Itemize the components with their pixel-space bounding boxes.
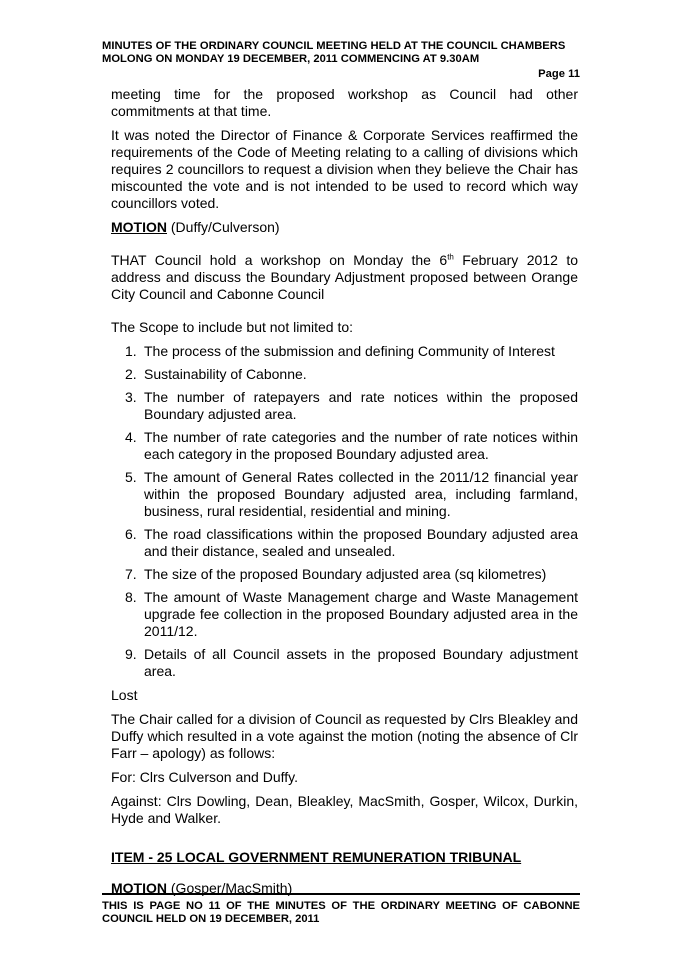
list-item-number: 1. [125,343,137,359]
motion-text-before: THAT Council hold a workshop on Monday the 6 [111,252,448,268]
paragraph-workshop-time: meeting time for the proposed workshop as Council had other commitments at that time. [111,86,578,119]
list-item-text: The number of rate categories and the number of rate notices within each category in the proposed Boundary adjusted area. [144,429,578,462]
motion-text [111,252,578,303]
motion-label: MOTION [111,219,167,235]
list-item [111,429,578,463]
list-item-text: The amount of General Rates collected in the 2011/12 financial year within the proposed Boundary adjusted area, including farmland, business, rural residential, residential and mining. [144,469,578,519]
page-header [102,40,580,81]
item-25-heading: ITEM - 25 LOCAL GOVERNMENT REMUNERATION TRIBUNAL [111,849,522,865]
division-against: Against: Clrs Dowling, Dean, Bleakley, MacSmith, Gosper, Wilcox, Durkin, Hyde and Walker. [111,793,578,826]
paragraph-code-of-meeting: It was noted the Director of Finance & Corporate Services reaffirmed the requirements of the Code of Meeting relating to a calling of divisions which requires 2 councillors to request a division when they believe the Chair has miscounted the vote and is not intended to be used to record which way councillors voted. [111,127,578,211]
list-item [111,389,578,423]
list-item [111,469,578,520]
list-item-text: Details of all Council assets in the proposed Boundary adjustment area. [144,646,578,679]
motion-movers: (Duffy/Culverson) [167,219,280,235]
list-item-number: 8. [125,589,137,605]
list-item-text: Sustainability of Cabonne. [144,366,307,382]
list-item [111,526,578,560]
motion-label: MOTION [111,880,167,896]
scope-list [111,343,578,680]
list-item [111,589,578,640]
motion-movers: (Gosper/MacSmith) [167,880,293,896]
list-item-text: The amount of Waste Management charge and Waste Management upgrade fee collection in the proposed Boundary adjusted area in the 2011/12. [144,589,578,639]
list-item-text: The size of the proposed Boundary adjusted area (sq kilometres) [144,566,547,582]
list-item-number: 6. [125,526,137,542]
list-item-text: The process of the submission and defining Community of Interest [144,343,555,359]
list-item [111,366,578,383]
list-item [111,566,578,583]
motion-heading [111,219,578,236]
list-item-number: 3. [125,389,137,405]
motion-text-after: February 2012 to address and discuss the Boundary Adjustment proposed between Orange City Council and Cabonne Council [111,252,578,302]
page-footer: THIS IS PAGE NO 11 OF THE MINUTES OF THE ORDINARY MEETING OF CABONNE COUNCIL HELD ON 19 DECEMBER, 2011 [102,893,580,926]
list-item [111,646,578,680]
division-for: For: Clrs Culverson and Duffy. [111,769,298,785]
list-item-number: 2. [125,366,137,382]
list-item-number: 7. [125,566,137,582]
page-number: Page 11 [538,68,580,80]
header-line-1: MINUTES OF THE ORDINARY COUNCIL MEETING HELD AT THE COUNCIL CHAMBERS [102,40,566,52]
header-line-2: MOLONG ON MONDAY 19 DECEMBER, 2011 COMMENCING AT 9.30AM [102,53,480,65]
list-item [111,343,578,360]
list-item-number: 5. [125,469,137,485]
list-item-number: 4. [125,429,137,445]
motion-result: Lost [111,687,138,703]
division-intro: The Chair called for a division of Council as requested by Clrs Bleakley and Duffy which resulted in a vote against the motion (noting the absence of Clr Farr – apology) as follows: [111,711,578,761]
list-item-number: 9. [125,646,137,662]
document-body [111,86,578,904]
motion-text-superscript: th [447,252,454,262]
scope-intro: The Scope to include but not limited to: [111,319,354,335]
list-item-text: The number of ratepayers and rate notices within the proposed Boundary adjusted area. [144,389,578,422]
list-item-text: The road classifications within the proposed Boundary adjusted area and their distance, sealed and unsealed. [144,526,578,559]
